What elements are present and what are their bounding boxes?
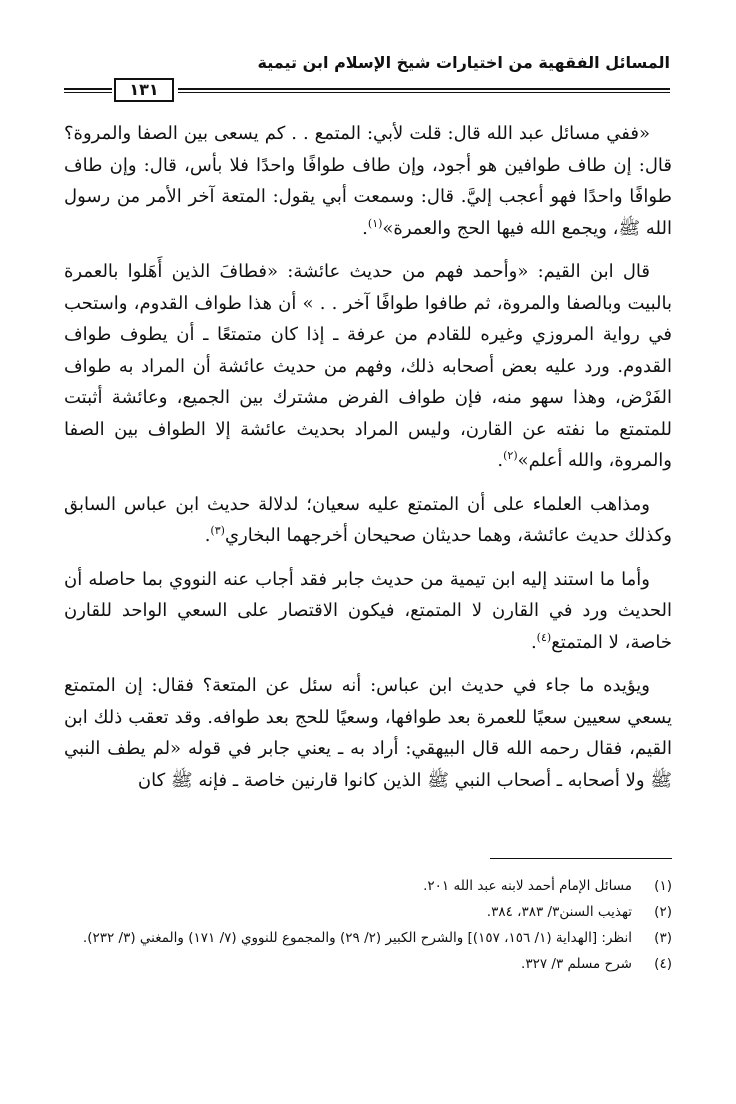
paragraph-text: قال ابن القيم: «وأحمد فهم من حديث عائشة: «فطافَ الذين أَهَلوا بالعمرة بالبيت وبالصفا والمروة، ثم طافوا طوافًا آخر . . » أن هذا طواف القدوم، واستحب في رواية المروزي وغيره للقادم من عرفة ـ إذا كان متمتعًا ـ أن يطوف طواف القدوم. ورد عليه بعض أصحابه ذلك، وفهم من حديث عائشة أن المراد به طواف الفَرْض، وهذا سهو منه، فإن طواف الفرض مشترك بين الجميع، وعائشة أثبتت للمتمتع ما نفته عن القارن، وليس المراد بحديث عائشة إلا الطواف بين الصفا والمروة، والله أعلم»: [64, 261, 672, 471]
footnote-marker: (١): [367, 216, 383, 230]
paragraph-text: «ففي مسائل عبد الله قال: قلت لأبي: المتمع . . كم يسعى بين الصفا والمروة؟ قال: إن طاف طوافين هو أجود، وإن طاف طوافًا واحدًا فلا بأس، قال: وإن طاف طوافًا واحدًا فهو أعجب إليَّ. قال: وسمعت أبي يقول: المتعة آخر الأمر من رسول الله ﷺ، ويجمع الله فيها الحج والعمرة»: [64, 123, 672, 239]
paragraph: [64, 118, 672, 244]
footnote-number: (٣): [654, 930, 672, 946]
header-rule-right: [178, 88, 670, 93]
footnote-number: (١): [654, 878, 672, 894]
footnote-marker: (٢): [503, 449, 518, 462]
running-header-title: المسائل الفقهية من اختيارات شيخ الإسلام ابن تيمية: [257, 53, 670, 72]
footnote: [64, 926, 672, 950]
footnote: [64, 952, 672, 976]
footnote-marker: (٤): [536, 630, 552, 644]
footnote: [64, 900, 672, 924]
footnote-separator: [490, 858, 672, 859]
footnote-number: (٤): [654, 956, 672, 972]
paragraph: [64, 256, 672, 477]
paragraph: [64, 670, 672, 796]
footnote-marker: (٣): [210, 524, 225, 537]
page-number: ١٣١: [114, 78, 174, 102]
paragraph: [64, 489, 672, 552]
footnote-text: انظر: [الهداية (١/ ١٥٦، ١٥٧)] والشرح الكبير (٢/ ٢٩) والمجموع للنووي (٧/ ١٧١) والمغني (٣/ ٢٣٢).: [82, 930, 632, 946]
footnote-text: مسائل الإمام أحمد لابنه عبد الله ٢٠١.: [423, 878, 632, 894]
paragraph-text: ومذاهب العلماء على أن المتمتع عليه سعيان؛ لدلالة حديث ابن عباس السابق وكذلك حديث عائشة، وهما حديثان صحيحان أخرجهما البخاري: [64, 493, 672, 546]
footnote-text: شرح مسلم ٣/ ٣٢٧.: [521, 956, 632, 972]
paragraph-end: .: [497, 450, 504, 471]
paragraph-text: ويؤيده ما جاء في حديث ابن عباس: أنه سئل عن المتعة؟ فقال: إن المتمتع يسعي سعيين سعيًا للعمرة بعد طوافها، وسعيًا للحج بعد طوافه. وقد تعقب ذلك ابن القيم، فقال رحمه الله قال البيهقي: أراد به ـ يعني جابر في قوله «لم يطف النبي ﷺ ولا أصحابه ـ أصحاب النبي ﷺ الذين كانوا قارنين خاصة ـ فإنه ﷺ كان: [64, 675, 672, 791]
header-rule-left: [64, 88, 112, 93]
footnote-text: تهذيب السنن٣/ ٣٨٣، ٣٨٤.: [486, 904, 632, 920]
paragraph-end: .: [204, 525, 211, 546]
paragraph: [64, 564, 672, 659]
footnotes: [64, 874, 672, 978]
paragraph-end: .: [362, 217, 368, 239]
footnote-number: (٢): [654, 904, 672, 920]
main-text: [64, 118, 672, 796]
paragraph-end: .: [530, 631, 537, 653]
footnote: [64, 874, 672, 898]
paragraph-text: وأما ما استند إليه ابن تيمية من حديث جابر فقد أجاب عنه النووي بما حاصله أن الحديث ورد في القارن لا المتمتع، فيكون الاقتصار على السعي الواحد للقارن خاصة، لا المتمتع: [64, 568, 672, 653]
